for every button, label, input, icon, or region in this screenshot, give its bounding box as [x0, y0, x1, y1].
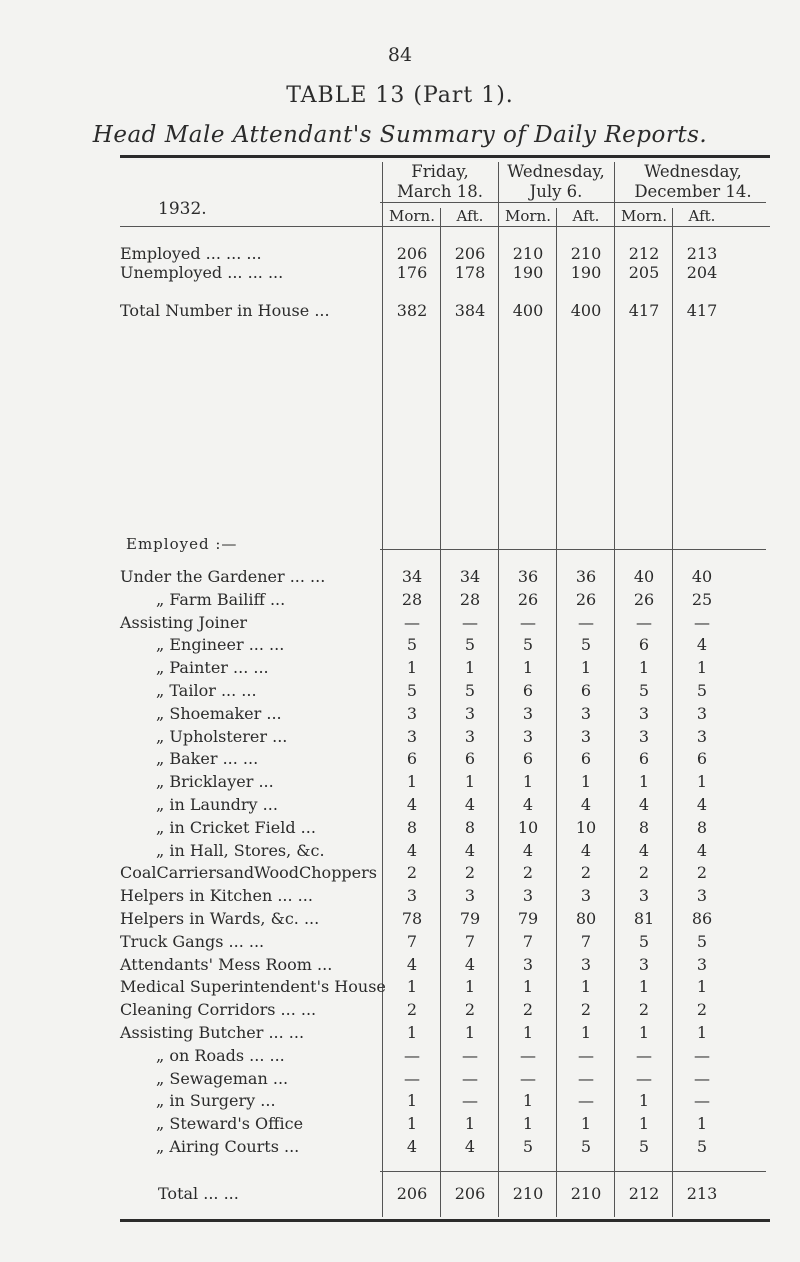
table-cell: 26	[633, 589, 655, 609]
table-cell: 36	[517, 567, 539, 586]
table-cell: —	[636, 1045, 652, 1065]
table-cell: 3	[406, 726, 418, 746]
table-cell: 1	[406, 658, 418, 678]
table-cell: 4	[522, 840, 534, 860]
table-cell: 2	[464, 863, 476, 883]
row-label: „ Sewageman ...	[156, 1068, 289, 1088]
table-cell: 212	[628, 244, 660, 263]
table-cell: 3	[522, 954, 534, 974]
table-cell: 2	[580, 1000, 592, 1020]
table-cell: 2	[406, 863, 418, 883]
table-cell: 382	[396, 301, 428, 320]
table-cell: 417	[628, 301, 660, 320]
table-cell: 2	[522, 863, 534, 883]
section-employed-label: Employed :—	[126, 535, 238, 553]
table-cell: 4	[406, 795, 418, 814]
table-cell: 4	[696, 635, 708, 655]
table-cell: 4	[406, 1137, 418, 1156]
row-label: Helpers in Wards, &c. ...	[120, 909, 320, 928]
table-cell: 34	[401, 567, 423, 586]
row-label: Helpers in Kitchen ... ...	[120, 886, 313, 906]
table-cell: 3	[638, 886, 650, 906]
table-cell: 6	[406, 749, 418, 769]
table-cell: 26	[575, 589, 597, 609]
table-cell: 3	[638, 726, 650, 746]
table-cell: —	[636, 1068, 652, 1088]
table-cell: —	[578, 1045, 594, 1065]
table-cell: 3	[464, 703, 476, 723]
table-cell: 2	[696, 863, 708, 883]
row-label: „ Tailor ... ...	[156, 681, 257, 700]
table-cell: 10	[575, 817, 597, 837]
table-cell: 1	[406, 772, 418, 792]
table-cell: 384	[454, 301, 486, 320]
summary-bottom-rule	[380, 549, 766, 550]
date-subheader-rule	[380, 202, 766, 203]
table-cell: 10	[517, 817, 539, 837]
table-cell: 1	[696, 977, 708, 997]
col-divider-1	[382, 162, 383, 1217]
table-cell: 40	[691, 567, 713, 586]
table-cell: 4	[464, 954, 476, 974]
table-cell: 80	[575, 909, 597, 928]
table-cell: —	[694, 1068, 710, 1088]
date-header-july	[500, 162, 612, 202]
table-cell: 5	[522, 635, 534, 655]
table-cell: 4	[638, 795, 650, 814]
total-row-label: Total ... ...	[158, 1184, 239, 1203]
table-cell: 6	[638, 749, 650, 769]
table-cell: 5	[696, 931, 708, 951]
table-cell: 1	[638, 1023, 650, 1042]
table-cell: —	[520, 1068, 536, 1088]
date-line-2: March 18.	[397, 182, 483, 201]
date-line-1: Wednesday,	[507, 162, 605, 181]
row-label: „ in Laundry ...	[156, 795, 278, 814]
table-cell: 1	[580, 1023, 592, 1042]
subcol-header: Aft.	[688, 207, 716, 225]
table-cell: 206	[396, 244, 428, 263]
table-cell: 1	[580, 772, 592, 792]
table-cell: 5	[638, 931, 650, 951]
table-cell: 210	[570, 244, 602, 263]
table-cell: 6	[580, 749, 592, 769]
table-cell: —	[520, 612, 536, 632]
table-cell: 213	[686, 244, 718, 263]
table-cell: 81	[633, 909, 655, 928]
table-cell: 34	[459, 567, 481, 586]
row-label: Medical Superintendent's House	[120, 977, 386, 997]
table-cell: 206	[396, 1184, 428, 1203]
row-label: Attendants' Mess Room ...	[120, 954, 333, 974]
table-cell: —	[404, 1068, 420, 1088]
table-cell: 3	[638, 703, 650, 723]
table-cell: 1	[696, 772, 708, 792]
table-subtitle: Head Male Attendant's Summary of Daily Reports.	[92, 122, 708, 148]
page-number: 84	[387, 44, 413, 66]
table-cell: 1	[406, 1091, 418, 1111]
table-cell: 1	[464, 1114, 476, 1134]
table-cell: 1	[696, 658, 708, 678]
table-cell: 79	[517, 909, 539, 928]
table-cell: 2	[522, 1000, 534, 1020]
table-cell: 40	[633, 567, 655, 586]
row-label: „ Steward's Office	[156, 1114, 304, 1134]
subcol-header: Morn.	[389, 207, 435, 225]
col-divider-5	[614, 162, 615, 1217]
subcol-header: Morn.	[621, 207, 667, 225]
row-label: CoalCarriersandWoodChoppers	[120, 863, 377, 883]
table-cell: 7	[580, 931, 592, 951]
table-cell: 2	[580, 863, 592, 883]
row-label: „ Baker ... ...	[156, 749, 259, 769]
row-label: „ Painter ... ...	[156, 658, 269, 678]
table-cell: 1	[580, 658, 592, 678]
subcol-header: Aft.	[572, 207, 600, 225]
table-cell: 3	[464, 726, 476, 746]
table-cell: 5	[464, 635, 476, 655]
table-cell: —	[578, 1068, 594, 1088]
col-divider-4	[556, 208, 557, 1217]
table-cell: 3	[522, 886, 534, 906]
table-cell: 8	[406, 817, 418, 837]
table-cell: 28	[459, 589, 481, 609]
table-cell: —	[578, 1091, 594, 1111]
table-cell: 8	[464, 817, 476, 837]
table-cell: 5	[406, 635, 418, 655]
table-cell: 4	[580, 795, 592, 814]
table-cell: —	[694, 1091, 710, 1111]
table-cell: 3	[406, 703, 418, 723]
table-cell: 1	[406, 977, 418, 997]
col-divider-3	[498, 162, 499, 1217]
table-cell: 1	[696, 1114, 708, 1134]
row-label: Total Number in House ...	[120, 301, 330, 320]
table-cell: 5	[580, 635, 592, 655]
table-cell: 176	[396, 263, 428, 282]
row-label: Employed ... ... ...	[120, 244, 262, 263]
subcol-header: Morn.	[505, 207, 551, 225]
table-cell: 3	[696, 726, 708, 746]
table-cell: —	[520, 1045, 536, 1065]
table-cell: 3	[696, 886, 708, 906]
date-line-2: July 6.	[529, 182, 583, 201]
table-cell: 1	[406, 1023, 418, 1042]
date-header-december	[614, 162, 772, 202]
table-cell: 3	[696, 954, 708, 974]
table-cell: 2	[464, 1000, 476, 1020]
table-cell: 1	[638, 1114, 650, 1134]
table-cell: 210	[512, 1184, 544, 1203]
table-cell: —	[404, 612, 420, 632]
table-cell: 3	[522, 726, 534, 746]
table-cell: 1	[464, 1023, 476, 1042]
table-cell: —	[462, 1045, 478, 1065]
table-cell: 8	[638, 817, 650, 837]
table-cell: 5	[522, 1137, 534, 1156]
table-cell: 1	[464, 977, 476, 997]
table-cell: 79	[459, 909, 481, 928]
date-header-friday	[384, 162, 496, 202]
table-cell: 190	[512, 263, 544, 282]
row-label: Cleaning Corridors ... ...	[120, 1000, 317, 1020]
row-label: „ in Surgery ...	[156, 1091, 276, 1111]
table-cell: —	[404, 1045, 420, 1065]
table-cell: 4	[406, 954, 418, 974]
row-label: „ Upholsterer ...	[156, 726, 288, 746]
table-cell: 5	[464, 681, 476, 700]
row-label: „ Shoemaker ...	[156, 703, 282, 723]
table-cell: —	[578, 612, 594, 632]
table-cell: 7	[464, 931, 476, 951]
table-cell: —	[694, 1045, 710, 1065]
row-label: „ Airing Courts ...	[156, 1137, 300, 1156]
table-cell: —	[462, 612, 478, 632]
table-cell: 4	[406, 840, 418, 860]
table-cell: 1	[522, 1114, 534, 1134]
date-line-1: Friday,	[411, 162, 469, 181]
bottom-rule	[120, 1219, 770, 1222]
row-label: „ Engineer ... ...	[156, 635, 285, 655]
table-cell: 1	[638, 772, 650, 792]
table-cell: 4	[464, 840, 476, 860]
top-rule	[120, 155, 770, 158]
table-cell: 25	[691, 589, 713, 609]
table-cell: 5	[638, 1137, 650, 1156]
table-cell: 1	[638, 658, 650, 678]
table-cell: 4	[696, 795, 708, 814]
table-cell: 78	[401, 909, 423, 928]
table-cell: 2	[638, 863, 650, 883]
table-cell: 1	[522, 1023, 534, 1042]
row-label: Assisting Joiner	[120, 612, 248, 632]
subcol-header: Aft.	[456, 207, 484, 225]
table-cell: 417	[686, 301, 718, 320]
table-cell: 212	[628, 1184, 660, 1203]
table-cell: 86	[691, 909, 713, 928]
table-cell: 1	[580, 1114, 592, 1134]
table-cell: 6	[522, 681, 534, 700]
row-label: Truck Gangs ... ...	[120, 931, 265, 951]
table-cell: 3	[638, 954, 650, 974]
row-label: Assisting Butcher ... ...	[120, 1023, 305, 1042]
table-cell: 400	[570, 301, 602, 320]
total-top-rule	[380, 1171, 766, 1172]
table-cell: 2	[638, 1000, 650, 1020]
table-cell: 1	[406, 1114, 418, 1134]
table-title: TABLE 13 (Part 1).	[286, 83, 514, 108]
col-divider-2	[440, 208, 441, 1217]
table-cell: 3	[580, 954, 592, 974]
table-cell: 204	[686, 263, 718, 282]
table-cell: —	[462, 1068, 478, 1088]
table-cell: 4	[580, 840, 592, 860]
table-cell: 206	[454, 1184, 486, 1203]
table-cell: 2	[406, 1000, 418, 1020]
table-cell: 36	[575, 567, 597, 586]
row-label: Unemployed ... ... ...	[120, 263, 284, 282]
table-cell: 3	[406, 886, 418, 906]
table-cell: 7	[522, 931, 534, 951]
table-cell: 4	[696, 840, 708, 860]
table-cell: 206	[454, 244, 486, 263]
table-cell: 213	[686, 1184, 718, 1203]
table-cell: 4	[638, 840, 650, 860]
table-cell: 5	[696, 1137, 708, 1156]
table-cell: 178	[454, 263, 486, 282]
table-cell: 1	[696, 1023, 708, 1042]
table-cell: 3	[522, 703, 534, 723]
table-cell: 5	[696, 681, 708, 700]
table-cell: 210	[570, 1184, 602, 1203]
table-cell: 1	[638, 977, 650, 997]
table-cell: 3	[580, 726, 592, 746]
table-cell: —	[462, 1091, 478, 1111]
table-cell: 7	[406, 931, 418, 951]
table-cell: 3	[464, 886, 476, 906]
col-divider-6	[672, 208, 673, 1217]
row-label: „ Farm Bailiff ...	[156, 589, 286, 609]
table-cell: —	[694, 612, 710, 632]
row-label: „ in Hall, Stores, &c.	[156, 840, 325, 860]
table-cell: 1	[464, 658, 476, 678]
year-label: 1932.	[158, 199, 207, 219]
table-cell: 1	[580, 977, 592, 997]
date-line-2: December 14.	[634, 182, 752, 201]
table-cell: 1	[464, 772, 476, 792]
table-cell: 28	[401, 589, 423, 609]
table-cell: 2	[696, 1000, 708, 1020]
table-cell: 1	[522, 977, 534, 997]
table-cell: 1	[522, 772, 534, 792]
table-cell: 210	[512, 244, 544, 263]
table-cell: 6	[580, 681, 592, 700]
table-cell: 3	[696, 703, 708, 723]
table-cell: 6	[696, 749, 708, 769]
row-label: „ on Roads ... ...	[156, 1045, 285, 1065]
table-cell: 6	[464, 749, 476, 769]
table-cell: 3	[580, 886, 592, 906]
table-cell: 5	[638, 681, 650, 700]
table-cell: 205	[628, 263, 660, 282]
table-cell: 26	[517, 589, 539, 609]
table-cell: 3	[580, 703, 592, 723]
row-label: „ in Cricket Field ...	[156, 817, 316, 837]
date-line-1: Wednesday,	[644, 162, 742, 181]
table-cell: —	[636, 612, 652, 632]
table-cell: 5	[406, 681, 418, 700]
table-cell: 8	[696, 817, 708, 837]
table-cell: 5	[580, 1137, 592, 1156]
table-cell: 400	[512, 301, 544, 320]
row-label: „ Bricklayer ...	[156, 772, 274, 792]
table-cell: 6	[638, 635, 650, 655]
table-cell: 1	[638, 1091, 650, 1111]
table-cell: 4	[464, 795, 476, 814]
table-cell: 1	[522, 658, 534, 678]
table-cell: 6	[522, 749, 534, 769]
table-cell: 4	[522, 795, 534, 814]
table-cell: 4	[464, 1137, 476, 1156]
row-label: Under the Gardener ... ...	[120, 567, 326, 586]
table-cell: 1	[522, 1091, 534, 1111]
table-cell: 190	[570, 263, 602, 282]
